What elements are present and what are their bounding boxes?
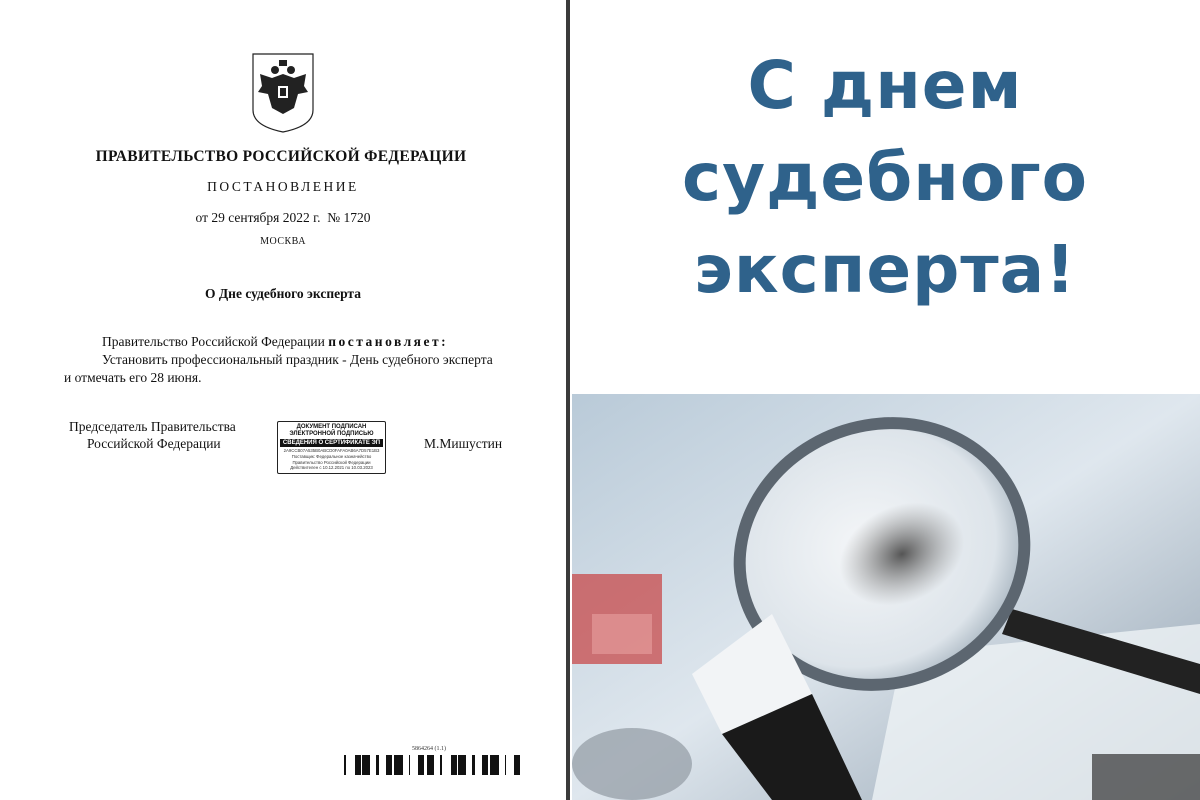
barcode-bar [418,755,421,775]
barcode-bar [463,755,464,775]
stamp-valid: Действителен с 10.12.2021 по 10.03.2023 [290,465,373,471]
barcode-bar [344,755,346,775]
barcode-bar [460,755,463,775]
signer-title-2: Российской Федерации [87,436,221,451]
barcode-bar [421,755,422,775]
barcode-bar [451,755,452,775]
barcode-bar [464,755,466,775]
barcode-bar [356,755,358,775]
stamp-banner: СВЕДЕНИЯ О СЕРТИФИКАТЕ ЭП [280,439,383,447]
barcode-bar [358,755,361,775]
greeting-panel [570,0,1200,800]
barcode-number: 5864264 (1.1) [412,746,446,752]
barcode-bar [472,755,475,775]
barcode-bar [494,755,496,775]
barcode-bar [364,755,367,775]
barcode-bar [391,755,392,775]
barcode-bar [440,755,442,775]
barcode-bar [458,755,460,775]
greeting-line-2: судебного [681,139,1089,216]
barcode-bar [496,755,499,775]
barcode-bar [400,755,403,775]
barcode-bar [362,755,364,775]
barcode-bar [433,755,434,775]
barcode-bar [517,755,518,775]
barcode-bar [514,755,517,775]
para1-verb: постановляет: [328,334,449,349]
barcode-bar [388,755,391,775]
magnifier-fingerprint-photo [572,394,1200,800]
greeting-title [570,40,1200,316]
barcode-bar [482,755,484,775]
date-and-number: от 29 сентября 2022 г. № 1720 [195,210,371,225]
barcode-bar [397,755,398,775]
barcode-bar [368,755,370,775]
barcode-bar [386,755,388,775]
barcode-bar [518,755,520,775]
barcode-bar [428,755,430,775]
barcode-bar [376,755,379,775]
barcode-bar [452,755,454,775]
document-type: ПОСТАНОВЛЕНИЕ [207,179,359,194]
paragraph-2-line-2: и отмечать его 28 июня. [64,370,202,385]
barcode [340,755,523,775]
electronic-signature-stamp [277,421,386,474]
barcode-bar [505,755,506,775]
barcode-bar [454,755,457,775]
barcode-bar [493,755,494,775]
barcode-bar [487,755,488,775]
paragraph-2-line-1: Установить профессиональный праздник - День судебного эксперта [102,352,493,367]
barcode-bar [409,755,410,775]
signer-name: М.Мишустин [424,436,503,451]
barcode-bar [398,755,400,775]
barcode-bar [394,755,397,775]
para1-prefix: Правительство Российской Федерации [102,334,329,349]
barcode-bar [427,755,428,775]
barcode-bar [430,755,433,775]
stamp-serial: 2A9CCB07A535B0ABCD0FAFA0AB6A7D57E1B3 [283,448,380,453]
document-subject: О Дне судебного эксперта [205,286,361,301]
paragraph-1 [102,334,448,350]
stamp-owner: Поставщик: Федеральное казначейство [291,453,372,459]
stamp-line2: ЭЛЕКТРОННОЙ ПОДПИСЬЮ [289,431,374,437]
signer-title-1: Председатель Правительства [69,419,236,434]
russian-coat-of-arms-icon [250,52,316,134]
city: МОСКВА [260,236,306,247]
barcode-bar [490,755,493,775]
barcode-bar [422,755,424,775]
issuer-heading: ПРАВИТЕЛЬСТВО РОССИЙСКОЙ ФЕДЕРАЦИИ [95,148,467,165]
greeting-line-3: эксперта! [693,231,1077,308]
stamp-line1: ДОКУМЕНТ ПОДПИСАН [296,424,367,430]
barcode-bar [484,755,487,775]
government-decree-document [0,0,566,800]
stamp-org: Правительство Российской Федерации [292,459,371,465]
barcode-bar [355,755,356,775]
barcode-bar [367,755,368,775]
greeting-line-1: С днем [747,47,1023,124]
